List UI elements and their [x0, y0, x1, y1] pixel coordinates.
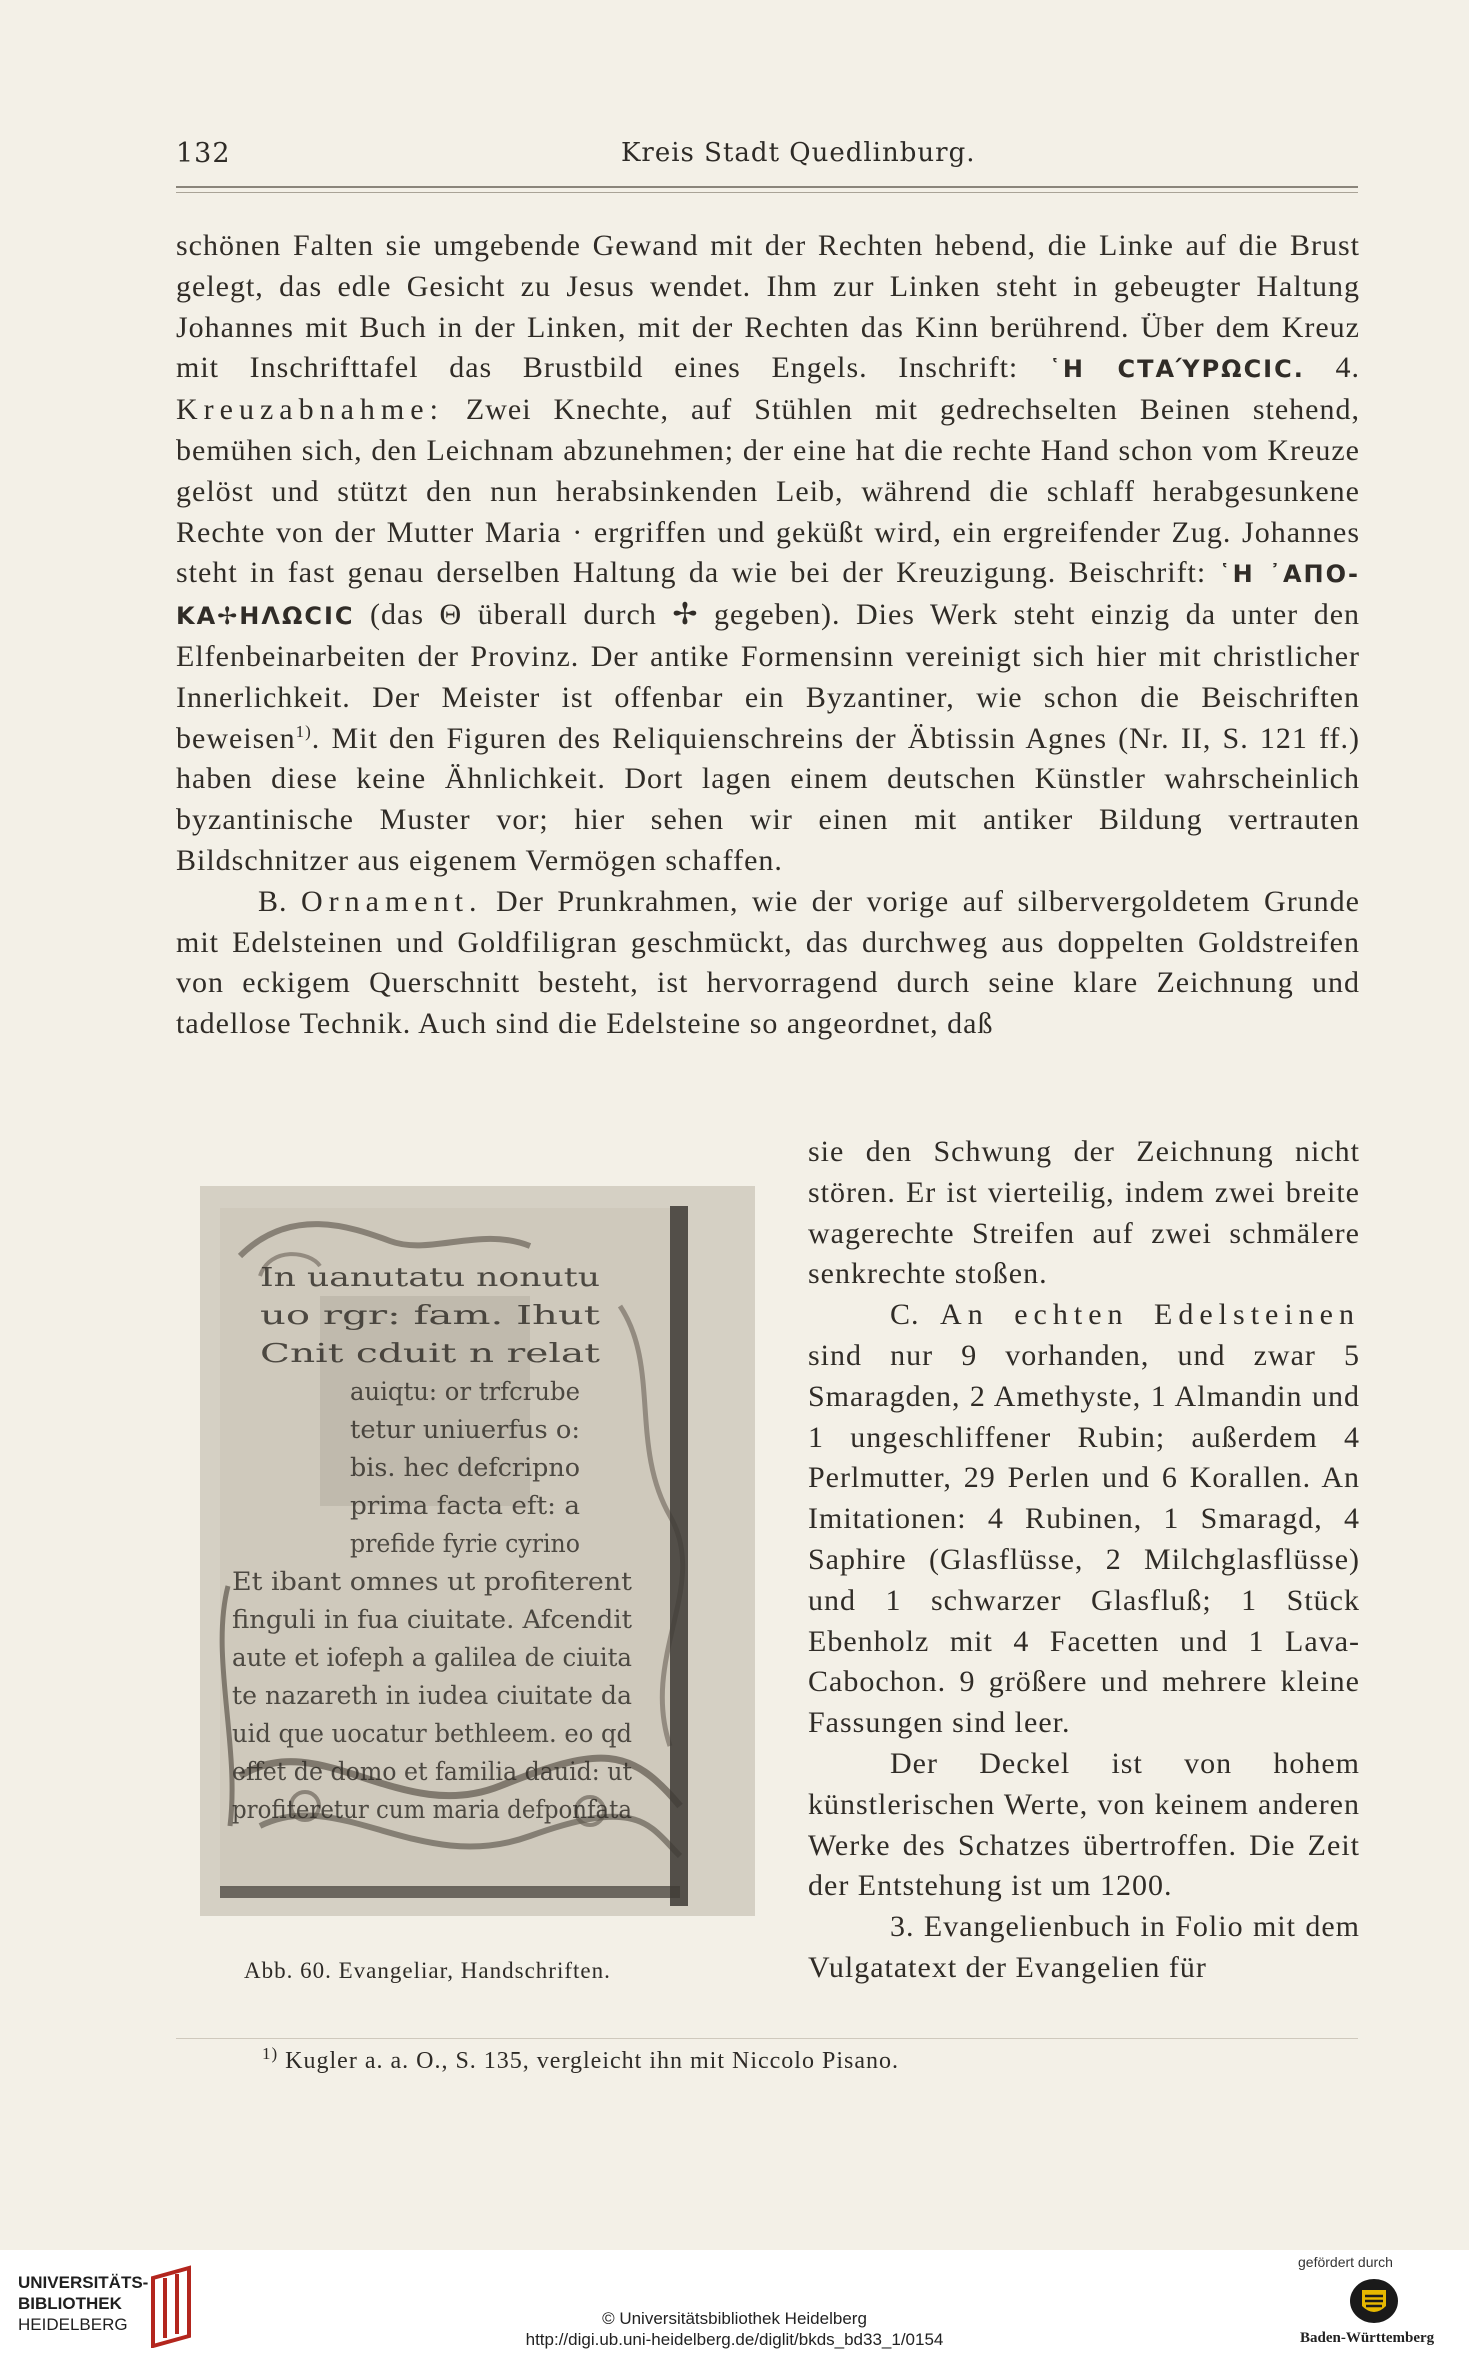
manuscript-line: te nazareth in iudea ciuitate da	[232, 1681, 633, 1710]
spaced-heading: Ornament.	[301, 884, 483, 918]
copyright-text: © Universitätsbibliothek Heidelberg	[602, 2309, 867, 2328]
manuscript-line: tetur uniuerfus o:	[350, 1415, 580, 1444]
header-rule	[176, 186, 1358, 188]
spaced-heading: Kreuzabnahme:	[176, 393, 444, 427]
footnote-mark: 1)	[262, 2044, 279, 2063]
state-crest-icon[interactable]	[1348, 2276, 1400, 2326]
library-name[interactable]: UNIVERSITÄTS- BIBLIOTHEK HEIDELBERG	[18, 2273, 149, 2334]
footnote-reference[interactable]: 1)	[295, 721, 312, 741]
header-rule-thin	[176, 192, 1358, 193]
viewer-footer	[0, 2250, 1469, 2354]
manuscript-line: prima facta eft: a	[350, 1491, 581, 1520]
footnote	[262, 2044, 899, 2075]
paragraph-ornament-cont: sie den Schwung der Zeichnung nicht stören. Er ist vierteilig, indem zwei breite wagerechte Streifen auf zwei schmälere senkrechte stoßen.	[808, 1135, 1360, 1291]
paragraph-ornament: B. Ornament. Der Prunkrahmen, wie der vorige auf silbervergoldetem Grunde mit Edelsteinen und Goldfiligran geschmückt, das durchweg aus doppelten Goldstreifen von eckigem Querschnitt besteht, ist hervorragend durch seine klare Zeichnung und tadellose Technik. Auch sind die Edelsteine so angeordnet, daß	[176, 884, 1360, 1041]
manuscript-line: finguli in fua ciuitate. Afcendit	[232, 1605, 632, 1634]
permalink[interactable]: http://digi.ub.uni-heidelberg.de/diglit/bkds_bd33_1/0154	[525, 2330, 944, 2349]
paragraph-crucifixion: schönen Falten sie umgebende Gewand mit der Rechten hebend, die Linke auf die Brust gelegt, das edle Gesicht zu Jesus wendet. Ihm zur Linken steht in gebeugter Haltung Johannes mit Buch in der Linken, mit der Rechten das Kinn berührend. Über dem Kreuz mit Inschrifttafel das Brustbild eines Engels. Inschrift: ῾Η ϹΤΑΎΡΩϹΙϹ. 4. Kreuzabnahme: Zwei Knechte, auf Stühlen mit gedrechselten Beinen stehend, bemühen sich, den Leichnam abzunehmen; der eine hat die rechte Hand schon vom Kreuze gelöst und stützt den nun herabsinkenden Leib, während die schlaff herabgesunkene Rechte von der Mutter Maria · ergriffen und geküßt wird, ein ergreifender Zug. Johannes steht in fast genau derselben Haltung da wie bei der Kreuzigung. Beischrift: ῾Η ᾿ΑΠΟ-ΚΑ✢ΗΛΩϹΙϹ (das Θ überall durch ✢ gegeben). Dies Werk steht einzig da unter den Elfenbeinarbeiten der Provinz. Der antike Formensinn vereinigt sich hier mit christlicher Innerlichkeit. Der Meister ist offenbar ein Byzantiner, wie schon die Beischriften beweisen$^{1)}$. Mit den Figuren des Reliquienschreins der Äbtissin Agnes (Nr. II, S. 121 ff.) haben diese keine Ähnlichkeit. Dort lagen einem deutschen Künstler wahrscheinlich byzantinische Muster vor; hier sehen wir einen mit antiker Bildung vertrauten Bildschnitzer aus eigenem Vermögen schaffen.	[176, 229, 1361, 877]
manuscript-line: bis. hec defcripno	[350, 1453, 580, 1482]
copyright-block	[0, 2308, 1469, 2350]
paragraph-gospel-book: 3. Evangelienbuch in Folio mit dem Vulgatatext der Evangelien für	[808, 1910, 1360, 1984]
main-text-block	[176, 226, 1360, 1045]
manuscript-line: uo rgr: fam. Ihut	[260, 1301, 601, 1331]
running-title: Kreis Stadt Quedlinburg.	[621, 138, 976, 168]
manuscript-figure	[200, 1186, 755, 1916]
manuscript-line: profiteretur cum maria defponfata	[232, 1795, 633, 1824]
page-number: 132	[176, 138, 231, 169]
greek-inscription: ῾Η ᾿ΑΠΟ-ΚΑ✢ΗΛΩϹΙϹ	[176, 560, 1361, 631]
paragraph-gems: C. An echten Edelsteinen sind nur 9 vorhanden, und zwar 5 Smaragden, 2 Amethyste, 1 Almandin und 1 ungeschliffener Rubin; außerdem 4 Perlmutter, 29 Perlen und 6 Korallen. An Imitationen: 4 Rubinen, 1 Smaragd, 4 Saphire (Glasflüsse, 2 Milchglasflüsse) und 1 schwarzer Glasfluß; 1 Stück Ebenholz mit 4 Facetten und 1 Lava-Cabochon. 9 größere und mehrere kleine Fassungen sind leer.	[808, 1298, 1360, 1740]
paragraph-cover: Der Deckel ist von hohem künstlerischen Werte, von keinem anderen Werke des Schatzes übertroffen. Die Zeit der Entstehung ist um 1200.	[808, 1746, 1360, 1903]
manuscript-line: prefide fyrie cyrino	[350, 1529, 580, 1558]
manuscript-image	[200, 1186, 755, 1916]
region-name: Baden-Württemberg	[1300, 2330, 1435, 2346]
footnote-text: Kugler a. a. O., S. 135, vergleicht ihn mit Niccolo Pisano.	[285, 2048, 899, 2074]
greek-inscription: ῾Η ϹΤΑΎΡΩϹΙϹ.	[1048, 355, 1305, 384]
manuscript-line: auiqtu: or trfcrube	[350, 1377, 580, 1406]
footnote-rule	[176, 2038, 1358, 2039]
manuscript-line: uid que uocatur bethleem. eo qd	[232, 1719, 632, 1748]
manuscript-line: Et ibant omnes ut profiterent	[232, 1567, 632, 1596]
right-column-text	[808, 1132, 1360, 1989]
manuscript-line: aute et iofeph a galilea de ciuita	[232, 1643, 633, 1672]
page-header	[176, 128, 1353, 168]
figure-caption: Abb. 60. Evangeliar, Handschriften.	[244, 1958, 611, 1983]
manuscript-line: effet de domo et familia dauid: ut	[232, 1757, 632, 1786]
spaced-heading: An echten Edelsteinen	[940, 1298, 1360, 1332]
manuscript-line: In uanutatu nonutu	[260, 1263, 600, 1293]
funded-by-label: gefördert durch	[1298, 2254, 1393, 2270]
manuscript-line: Cnit cduit n relat	[260, 1339, 601, 1369]
